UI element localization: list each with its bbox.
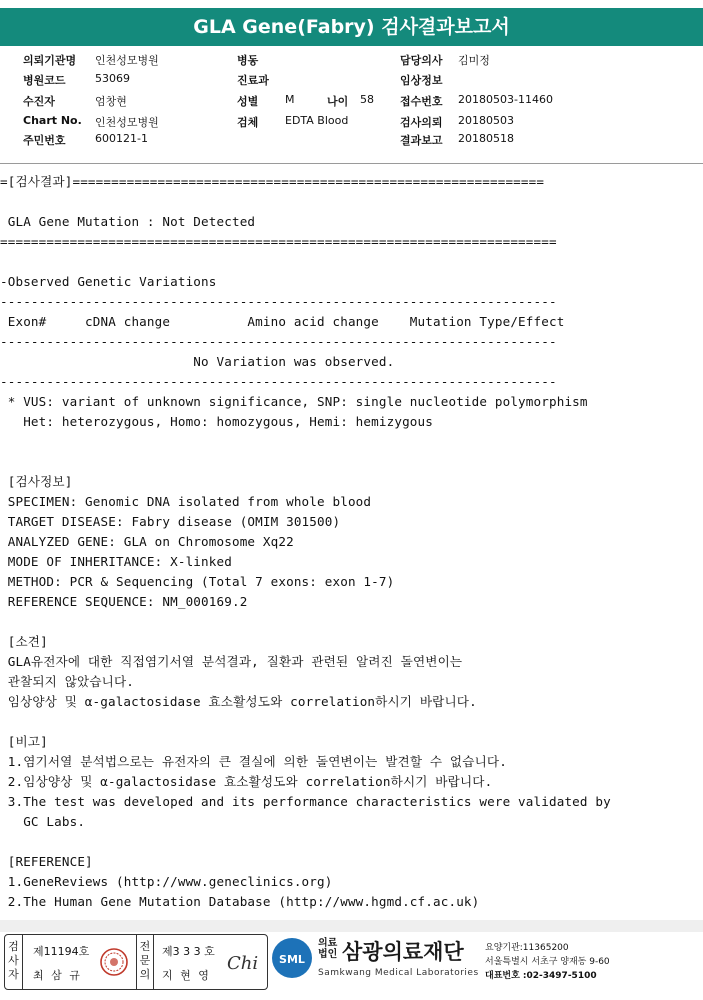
sml-logo-icon <box>270 936 314 980</box>
org-english-name: Samkwang Medical Laboratories <box>318 968 479 978</box>
report-line: * VUS: variant of unknown significance, SNP: single nucleotide polymorphism <box>0 394 588 409</box>
svg-text:SML: SML <box>279 953 305 966</box>
value-resident-number: 600121-1 <box>95 132 148 145</box>
report-line: 2.임상양상 및 α-galactosidase 효소활성도와 correlation하시기 바랍니다. <box>0 774 493 789</box>
report-line: [비고] <box>0 734 48 749</box>
org-name: 삼광의료재단 <box>342 940 464 964</box>
report-line: Exon# cDNA change Amino acid change Mutation Type/Effect <box>0 314 565 329</box>
value-requesting-institution: 인천성모병원 <box>95 54 159 67</box>
label-clinical-info: 임상정보 <box>400 74 443 87</box>
report-line: ======================================================================== <box>0 234 557 249</box>
report-line: ------------------------------------------------------------------------ <box>0 374 557 389</box>
org-address: 서울특별시 서초구 양재동 9-60 <box>485 957 610 967</box>
report-line: REFERENCE SEQUENCE: NM_000169.2 <box>0 594 248 609</box>
reviewer-side-label: 전 문 의 <box>136 935 154 989</box>
value-hospital-code: 53069 <box>95 72 130 85</box>
report-line: METHOD: PCR & Sequencing (Total 7 exons: exon 1-7) <box>0 574 395 589</box>
label-patient: 수진자 <box>23 95 55 108</box>
org-tag: 의료 법인 <box>318 938 338 960</box>
report-line: Het: heterozygous, Homo: homozygous, Hemi: hemizygous <box>0 414 433 429</box>
reviewer-signature: Chi <box>227 953 259 974</box>
report-line: 2.The Human Gene Mutation Database (http://www.hgmd.cf.ac.uk) <box>0 894 480 909</box>
reviewer-license: 제3 3 3 호 <box>162 945 215 958</box>
examiner-side-label: 검 사 자 <box>5 935 23 989</box>
value-sex: M <box>285 93 295 106</box>
value-age: 58 <box>360 93 374 106</box>
label-chart-number: Chart No. <box>23 114 82 127</box>
report-line: ANALYZED GENE: GLA on Chromosome Xq22 <box>0 534 294 549</box>
label-request-date: 검사의뢰 <box>400 116 443 129</box>
signature-box <box>4 934 268 990</box>
examiner-seal-icon <box>99 947 129 977</box>
reviewer-name: 지 현 영 <box>162 969 211 982</box>
value-accession-number: 20180503-11460 <box>458 93 553 106</box>
report-line: [소견] <box>0 634 48 649</box>
report-line: 관찰되지 않았습니다. <box>0 674 135 689</box>
value-physician: 김미정 <box>458 54 490 67</box>
report-line: SPECIMEN: Genomic DNA isolated from whole blood <box>0 494 372 509</box>
label-ward: 병동 <box>237 54 259 67</box>
org-phone: 대표번호 :02-3497-5100 <box>485 971 597 981</box>
footer <box>0 932 703 994</box>
report-title: GLA Gene(Fabry) 검사결과보고서 <box>0 8 703 46</box>
report-line <box>0 452 703 472</box>
report-line <box>0 612 703 632</box>
report-line: GLA Gene Mutation : Not Detected <box>0 214 256 229</box>
report-line: [REFERENCE] <box>0 854 93 869</box>
report-line: [검사정보] <box>0 474 73 489</box>
label-accession-number: 접수번호 <box>400 95 443 108</box>
value-specimen: EDTA Blood <box>285 114 349 127</box>
report-line <box>0 432 703 452</box>
value-patient: 엄창현 <box>95 95 127 108</box>
report-line <box>0 712 703 732</box>
report-line: 1.염기서열 분석법으로는 유전자의 큰 결실에 의한 돌연변이는 발견할 수 없습니다. <box>0 754 507 769</box>
report-line: -Observed Genetic Variations <box>0 274 217 289</box>
label-report-date: 결과보고 <box>400 134 443 147</box>
report-line: TARGET DISEASE: Fabry disease (OMIM 301500) <box>0 514 341 529</box>
report-line: 3.The test was developed and its performance characteristics were validated by <box>0 794 611 809</box>
value-request-date: 20180503 <box>458 114 514 127</box>
report-line <box>0 832 703 852</box>
label-specimen: 검체 <box>237 116 259 129</box>
org-code: 요양기관:11365200 <box>485 943 569 953</box>
label-sex: 성별 <box>237 95 259 108</box>
report-line <box>0 252 703 272</box>
report-line: No Variation was observed. <box>0 354 395 369</box>
label-physician: 담당의사 <box>400 54 443 67</box>
label-age: 나이 <box>327 95 349 108</box>
label-requesting-institution: 의뢰기관명 <box>23 54 77 67</box>
report-body <box>0 172 703 912</box>
label-resident-number: 주민번호 <box>23 134 66 147</box>
report-line: ------------------------------------------------------------------------ <box>0 334 557 349</box>
value-report-date: 20180518 <box>458 132 514 145</box>
report-line: =[검사결과]============================================================= <box>0 174 545 189</box>
report-line: MODE OF INHERITANCE: X-linked <box>0 554 232 569</box>
report-line: GC Labs. <box>0 814 86 829</box>
examiner-license: 제11194호 <box>33 945 90 958</box>
organization-block <box>270 936 700 990</box>
report-line <box>0 192 703 212</box>
label-hospital-code: 병원코드 <box>23 74 66 87</box>
label-department: 진료과 <box>237 74 269 87</box>
header-divider <box>0 163 703 164</box>
footer-band <box>0 920 703 932</box>
value-chart-number: 인천성모병원 <box>95 116 159 129</box>
examiner-name: 최 삼 규 <box>33 969 82 982</box>
report-line: 임상양상 및 α-galactosidase 효소활성도와 correlation하시기 바랍니다. <box>0 694 477 709</box>
report-line: GLA유전자에 대한 직접염기서열 분석결과, 질환과 관련된 알려진 돌연변이는 <box>0 654 463 669</box>
report-line: 1.GeneReviews (http://www.geneclinics.org) <box>0 874 333 889</box>
report-line: ------------------------------------------------------------------------ <box>0 294 557 309</box>
patient-header <box>0 52 703 148</box>
